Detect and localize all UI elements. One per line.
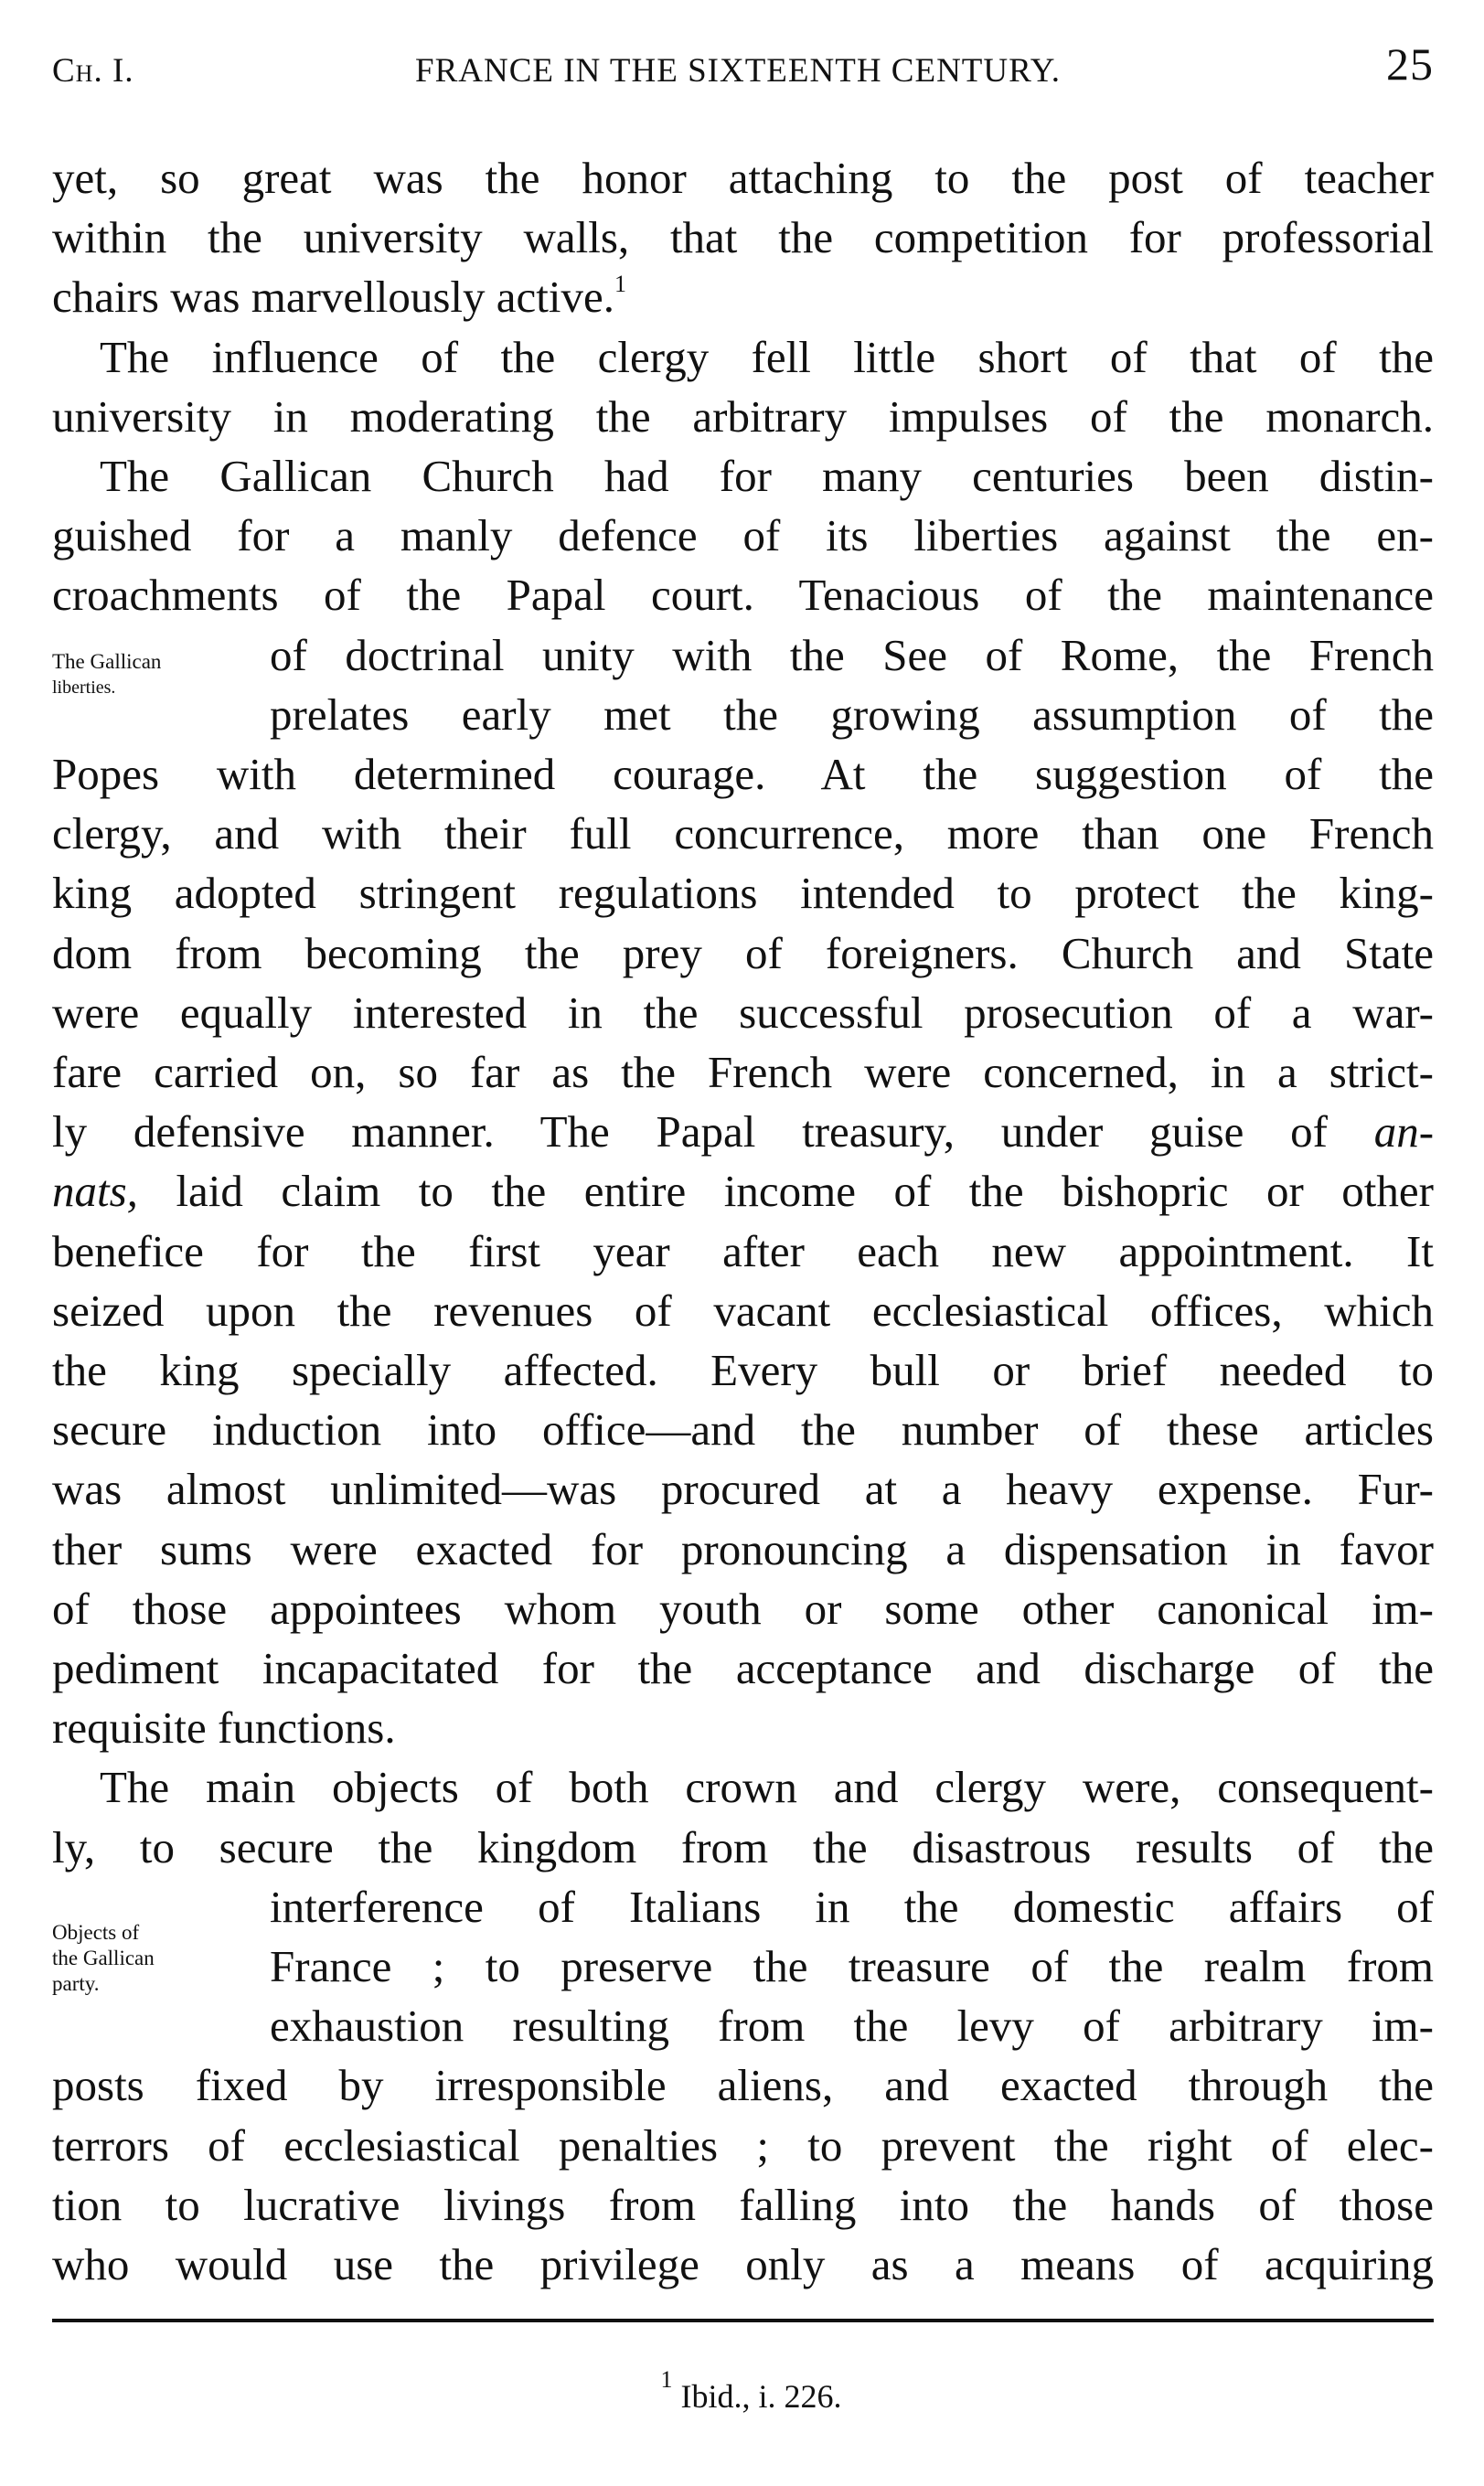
text-line bbox=[270, 1937, 1434, 1996]
footnote-text: Ibid., i. 226. bbox=[680, 2378, 842, 2415]
text-line bbox=[52, 1042, 1434, 1102]
line-text: interference of Italians in the domestic affairs of bbox=[270, 1881, 1434, 1932]
line-text: yet, so great was the honor attaching to the post of teacher bbox=[52, 153, 1434, 203]
line-text: the king specially affected. Every bull or brief needed to bbox=[52, 1345, 1434, 1395]
line-text: king adopted stringent regulations intended to protect the king- bbox=[52, 868, 1434, 919]
text-line bbox=[270, 1996, 1434, 2055]
line-text: ly defensive manner. The Papal treasury, under guise of bbox=[52, 1106, 1328, 1158]
text-line bbox=[52, 208, 1434, 267]
text-line bbox=[52, 744, 1434, 804]
text-line bbox=[52, 863, 1434, 923]
text-line bbox=[52, 1638, 1434, 1698]
text-line bbox=[52, 1222, 1434, 1281]
line-text: ly, to secure the kingdom from the disastrous results of the bbox=[52, 1821, 1434, 1873]
line-text: requisite functions. bbox=[52, 1702, 396, 1754]
line-text: terrors of ecclesiastical penalties ; to prevent the right of elec- bbox=[52, 2119, 1434, 2171]
text-line bbox=[270, 625, 1434, 685]
text-line bbox=[52, 1161, 1434, 1221]
line-text: posts fixed by irresponsible aliens, and exacted through the bbox=[52, 2060, 1434, 2111]
footnote-ref: 1 bbox=[614, 271, 627, 298]
line-text: laid claim to the entire income of the bishopric or other bbox=[176, 1166, 1434, 1217]
line-text: who would use the privilege only as a means of acquiring bbox=[52, 2239, 1434, 2289]
text-line bbox=[52, 387, 1434, 446]
text-line bbox=[52, 804, 1434, 863]
text-line bbox=[100, 327, 1434, 387]
text-line bbox=[52, 1579, 1434, 1638]
text-line bbox=[52, 1520, 1434, 1579]
line-text: exhaustion resulting from the levy of arbitrary im- bbox=[270, 2001, 1434, 2052]
sidenote-line: liberties. bbox=[52, 678, 116, 698]
sidenote-line: the Gallican bbox=[52, 1947, 155, 1969]
text-line bbox=[52, 2116, 1434, 2175]
text-line bbox=[52, 506, 1434, 565]
text-line bbox=[52, 1400, 1434, 1459]
line-text: tion to lucrative livings from falling into the hands of those bbox=[52, 2179, 1434, 2230]
text-line bbox=[52, 1698, 1434, 1757]
italic-term: an- bbox=[1373, 1106, 1435, 1158]
italic-term: nats, bbox=[52, 1166, 138, 1217]
text-line bbox=[52, 923, 1434, 983]
line-text: seized upon the revenues of vacant ecclesiastical offices, which bbox=[52, 1285, 1434, 1336]
line-text: of those appointees whom youth or some other canonical im- bbox=[52, 1583, 1434, 1634]
text-line bbox=[52, 1459, 1434, 1519]
text-line bbox=[52, 1102, 1434, 1161]
line-text: croachments of the Papal court. Tenacious of the maintenance bbox=[52, 570, 1434, 621]
sidenote-line: The Gallican bbox=[52, 650, 162, 673]
page-number: 25 bbox=[1386, 38, 1434, 90]
line-text: Popes with determined courage. At the suggestion of the bbox=[52, 749, 1434, 799]
line-text: of doctrinal unity with the See of Rome, the French bbox=[270, 629, 1434, 680]
sidenote-line: Objects of bbox=[52, 1921, 140, 1944]
text-line bbox=[52, 2175, 1434, 2235]
line-text: The Gallican Church had for many centuries been distin- bbox=[100, 451, 1434, 501]
text-line bbox=[52, 983, 1434, 1042]
sidenote-gallican-liberties bbox=[52, 649, 161, 700]
text-line bbox=[52, 565, 1434, 624]
line-text: were equally interested in the successful prosecution of a war- bbox=[52, 987, 1434, 1038]
text-line bbox=[52, 2055, 1434, 2115]
line-text: ther sums were exacted for pronouncing a dispensation in favor bbox=[52, 1523, 1434, 1574]
line-text: France ; to preserve the treasure of the realm from bbox=[270, 1941, 1434, 1991]
text-line bbox=[52, 2235, 1434, 2294]
line-text: pediment incapacitated for the acceptance and discharge of the bbox=[52, 1643, 1434, 1693]
sidenote-objects-gallican-party bbox=[52, 1920, 155, 1997]
line-text: chairs was marvellously active. bbox=[52, 272, 615, 323]
line-text: within the university walls, that the competition for professorial bbox=[52, 212, 1434, 263]
line-text: prelates early met the growing assumption of the bbox=[270, 688, 1434, 740]
text-line bbox=[52, 1340, 1434, 1400]
sidenote-line: party. bbox=[52, 1972, 100, 1995]
line-text: The main objects of both crown and clergy were, consequent- bbox=[100, 1762, 1434, 1813]
text-line bbox=[270, 685, 1434, 744]
text-line bbox=[100, 1757, 1434, 1817]
text-line bbox=[52, 1818, 1434, 1877]
running-head-chapter: Ch. I. bbox=[52, 52, 134, 90]
line-text: secure induction into office—and the number of these articles bbox=[52, 1404, 1434, 1456]
line-text: fare carried on, so far as the French were concerned, in a strict- bbox=[52, 1047, 1434, 1097]
line-text: The influence of the clergy fell little short of that of the bbox=[100, 331, 1434, 382]
line-text: was almost unlimited—was procured at a heavy expense. Fur- bbox=[52, 1464, 1434, 1515]
text-line bbox=[52, 267, 1434, 326]
text-line bbox=[52, 1281, 1434, 1340]
footnote-rule bbox=[52, 2319, 1434, 2322]
text-line bbox=[52, 148, 1434, 208]
text-line bbox=[270, 1877, 1434, 1937]
line-text: clergy, and with their full concurrence, more than one French bbox=[52, 808, 1434, 859]
line-text: benefice for the first year after each new appointment. It bbox=[52, 1225, 1434, 1276]
line-text: guished for a manly defence of its liberties against the en- bbox=[52, 510, 1434, 561]
running-head-title: FRANCE IN THE SIXTEENTH CENTURY. bbox=[415, 52, 1061, 90]
footnote-marker: 1 bbox=[660, 2366, 673, 2393]
text-line bbox=[100, 446, 1434, 506]
line-text: university in moderating the arbitrary impulses of the monarch. bbox=[52, 390, 1434, 442]
footnote bbox=[0, 2366, 1484, 2416]
line-text: dom from becoming the prey of foreigners. Church and State bbox=[52, 927, 1434, 978]
